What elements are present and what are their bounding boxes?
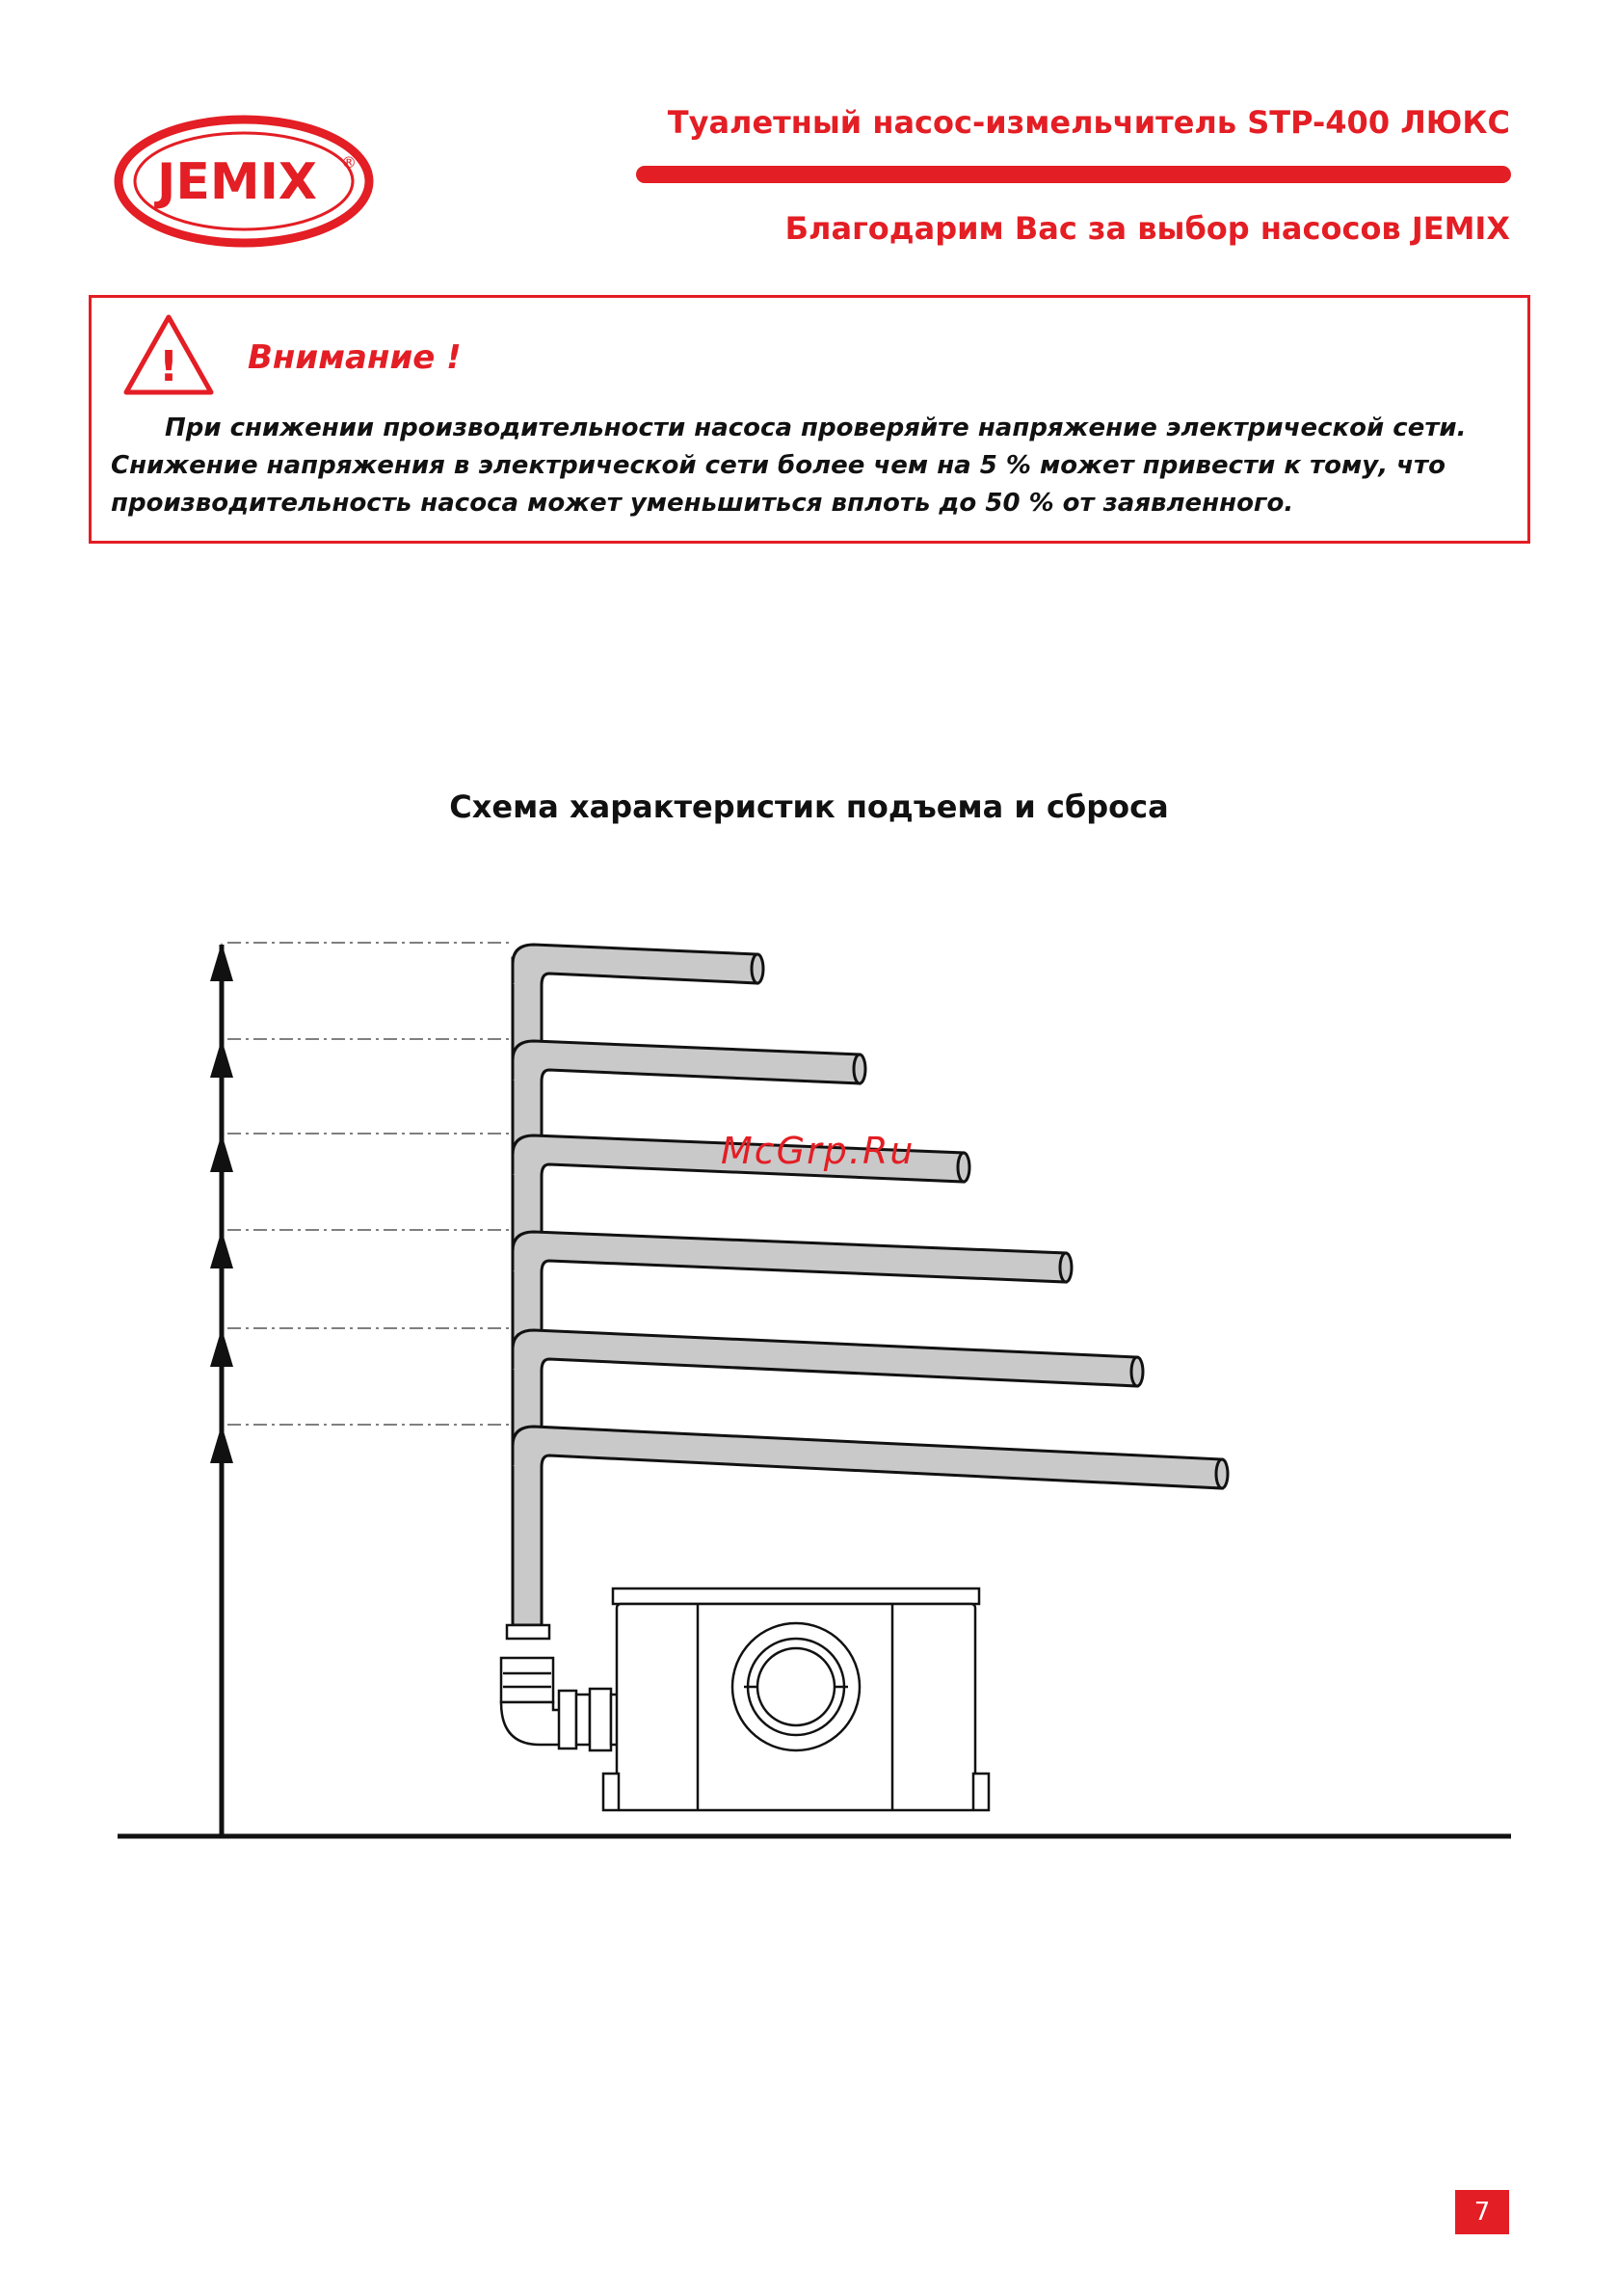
warning-line-2: Снижение напряжения в электрической сети более чем на 5 % может привести к тому, что [111,451,1446,480]
height-arrows [210,943,233,1836]
pipe-end-1 [752,954,763,983]
warning-line-1: При снижении производительности насоса проверяйте напряжение электрической сети. [165,414,1467,442]
warning-box [89,295,1530,544]
discharge-pipe-1 [513,945,757,995]
discharge-pipes [513,945,1228,1625]
lift-discharge-diagram [0,868,1618,1889]
logo-text: JEMIX [156,153,318,211]
warning-title: Внимание ! [248,338,462,377]
jemix-logo [114,114,374,249]
warning-mark: ! [158,342,179,391]
discharge-pipe-6 [513,1427,1222,1488]
warning-triangle-icon [120,311,217,398]
document-title: Туалетный насос-измельчитель STP-400 ЛЮКС [667,104,1510,141]
height-arrow-2 [210,1039,233,1078]
page-number: 7 [1455,2190,1509,2234]
height-arrow-3 [210,1134,233,1172]
pump-connection [501,1625,623,1750]
pipe-end-4 [1060,1253,1072,1282]
pipe-end-3 [958,1153,969,1182]
warning-line-3: производительность насоса может уменьшиться вплоть до 50 % от заявленного. [111,489,1294,518]
logo-registered-mark: ® [341,153,357,172]
height-arrow-1 [210,943,233,981]
height-arrow-5 [210,1328,233,1367]
pump-unit [603,1589,989,1810]
watermark: McGrp.Ru [721,1130,915,1172]
pipe-end-6 [1216,1459,1228,1488]
diagram-title: Схема характеристик подъема и сброса [449,788,1169,825]
discharge-pipe-4 [513,1232,1066,1282]
document-subtitle: Благодарим Вас за выбор насосов JEMIX [784,210,1510,247]
discharge-pipe-5 [513,1330,1137,1386]
height-arrow-6 [210,1425,233,1463]
warning-text [111,410,1508,522]
height-level-lines [227,943,509,1425]
header-divider-bar [636,166,1511,183]
pipe-end-2 [854,1055,865,1083]
height-arrow-4 [210,1230,233,1268]
discharge-pipe-2 [513,1041,860,1091]
pipe-end-5 [1131,1357,1143,1386]
